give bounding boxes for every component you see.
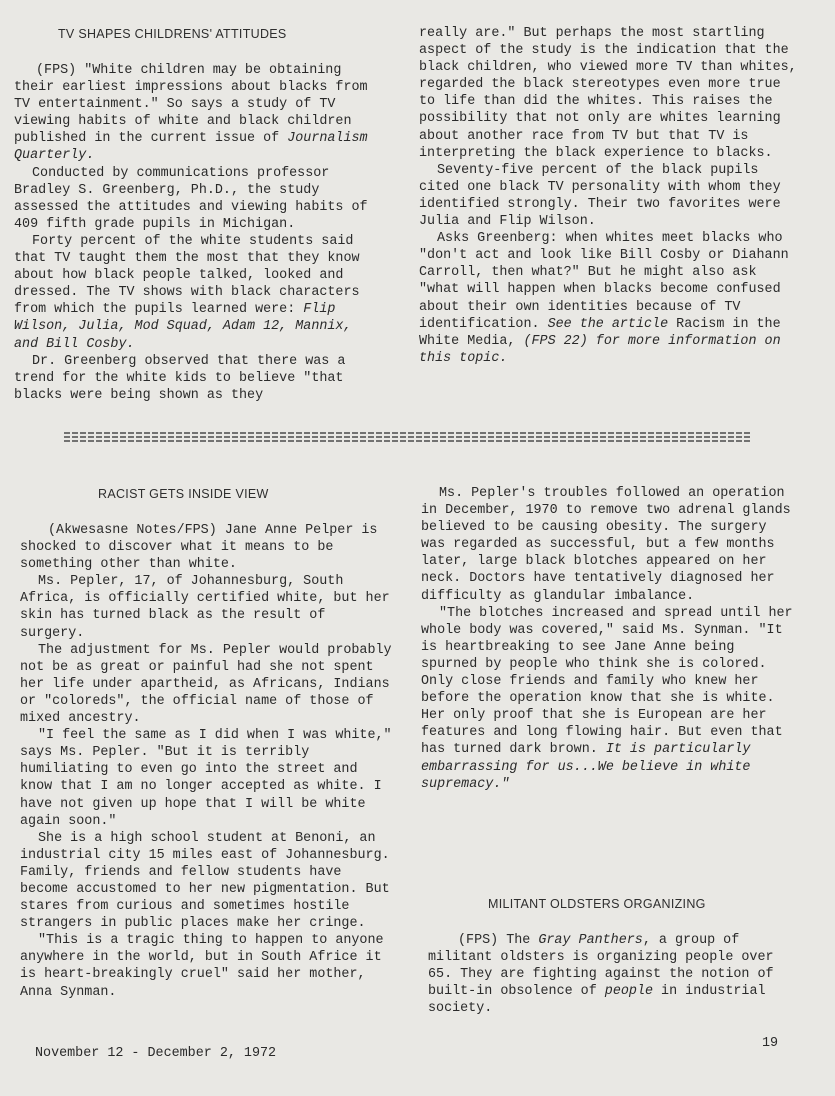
paragraph: Dr. Greenberg observed that there was a trend for the white kids to believe "that blacks were being shown as they — [14, 353, 346, 403]
article2-right-column — [421, 485, 796, 793]
article1-right-column — [419, 25, 799, 367]
paragraph: The adjustment for Ms. Pepler would probably not be as great or painful had she not spent her life under apartheid, as Africans, Indians or "coloreds", the official name of those of mixed ancestry. — [20, 642, 392, 727]
paragraph: (FPS) "White children may be obtaining their earliest impressions about blacks from TV entertainment." So says a study of TV viewing habits of white and black children published in the current issue of Journalism Quarterly. — [14, 63, 368, 164]
tv-shows-list: Flip Wilson, Julia, Mod Squad, Adam 12, Mannix, and Bill Cosby. — [14, 302, 352, 352]
paragraph: Ms. Pepler, 17, of Johannesburg, South Africa, is officially certified white, but her skin has turned black as the result of surgery. — [20, 574, 390, 641]
see-article-title: Racism in the White Media, — [419, 316, 781, 349]
page-number: 19 — [762, 1036, 779, 1051]
article-heading-militant-oldsters: MILITANT OLDSTERS ORGANIZING — [488, 897, 706, 911]
paragraph: Forty percent of the white students said that TV taught them the most that they know about how black people talked, looked and dressed. The TV shows with black characters from which the pupils learned were: Flip Wilson, Julia, Mod Squad, Adam 12, Mannix, and Bill Cosby. — [14, 233, 360, 352]
article-heading-racist-inside-view: RACIST GETS INSIDE VIEW — [98, 487, 269, 501]
paragraph: She is a high school student at Benoni, an industrial city 15 miles east of Johannesburg. Family, friends and fellow students have become accustomed to her new pigmentation. But stares from curious and sometimes hostile strangers in public places make her cringe. — [20, 830, 390, 932]
closing-quote: It is particularly embarrassing for us...We believe in white supremacy." — [421, 742, 751, 792]
see-article-prefix: See the article — [547, 316, 669, 332]
paragraph: "The blotches increased and spread until her whole body was covered," said Ms. Synman. "It is heartbreaking to see Jane Anne being spurned by people who think she is colored. Only close friends and family who knew her before the operation know that she is white. Her only proof that she is European are her features and long flowing hair. But even that has turned dark brown. It is particularly embarrassing for us...We believe in white supremacy." — [421, 605, 793, 792]
article-heading-tv-attitudes: TV SHAPES CHILDRENS' ATTITUDES — [58, 27, 287, 41]
issue-date: November 12 - December 2, 1972 — [35, 1046, 277, 1061]
paragraph: (FPS) The Gray Panthers, a group of militant oldsters is organizing people over 65. They are fighting against the notion of built-in obsolence of people in industrial society. — [428, 933, 774, 1017]
journal-name: Journalism Quarterly. — [14, 131, 368, 164]
section-divider — [64, 432, 752, 442]
paragraph: really are." But perhaps the most startling aspect of the study is the indication that the black children, who viewed more TV than whites, regarded the black stereotypes even more true to life than did the whites. This raises the possibility that not only are whites learning about another race from TV but that TV is interpreting the black experience to blacks. — [419, 26, 797, 161]
paragraph: Ms. Pepler's troubles followed an operation in December, 1970 to remove two adrenal glands believed to be causing obesity. The surgery was regarded as successful, but a few months later, large black blotches appeared on her neck. Doctors have tentatively diagnosed her difficulty as glandular imbalance. — [421, 486, 791, 604]
article1-left-column — [14, 62, 374, 404]
article3-column — [428, 932, 788, 1017]
paragraph: "I feel the same as I did when I was white," says Ms. Pepler. "But it is terribly humiliating to even go into the street and know that I am no longer accepted as white. I have not given up hope that I will be white again soon." — [20, 728, 392, 829]
org-name: Gray Panthers — [538, 933, 643, 948]
paragraph: (Akwesasne Notes/FPS) Jane Anne Pelper is shocked to discover what it means to be something other than white. — [20, 523, 378, 573]
paragraph: Conducted by communications professor Bradley S. Greenberg, Ph.D., the study assessed the attitudes and viewing habits of 409 fifth grade pupils in Michigan. — [14, 165, 368, 232]
paragraph: Seventy-five percent of the black pupils cited one black TV personality with whom they identified strongly. Their two favorites were Julia and Flip Wilson. — [419, 162, 781, 230]
article2-left-column — [20, 522, 395, 1001]
see-article-suffix: (FPS 22) for more information on this topic. — [419, 333, 781, 366]
paragraph: Asks Greenberg: when whites meet blacks who "don't act and look like Bill Cosby or Diahann Carroll, then what?" But he might also ask "what will happen when blacks become confused about their own identities because of TV identification. See the article Racism in the White Media, (FPS 22) for more information on this topic. — [419, 231, 789, 366]
paragraph: "This is a tragic thing to happen to anyone anywhere in the world, but in South Africe it is heart-breakingly cruel" said her mother, Anna Synman. — [20, 933, 384, 1000]
